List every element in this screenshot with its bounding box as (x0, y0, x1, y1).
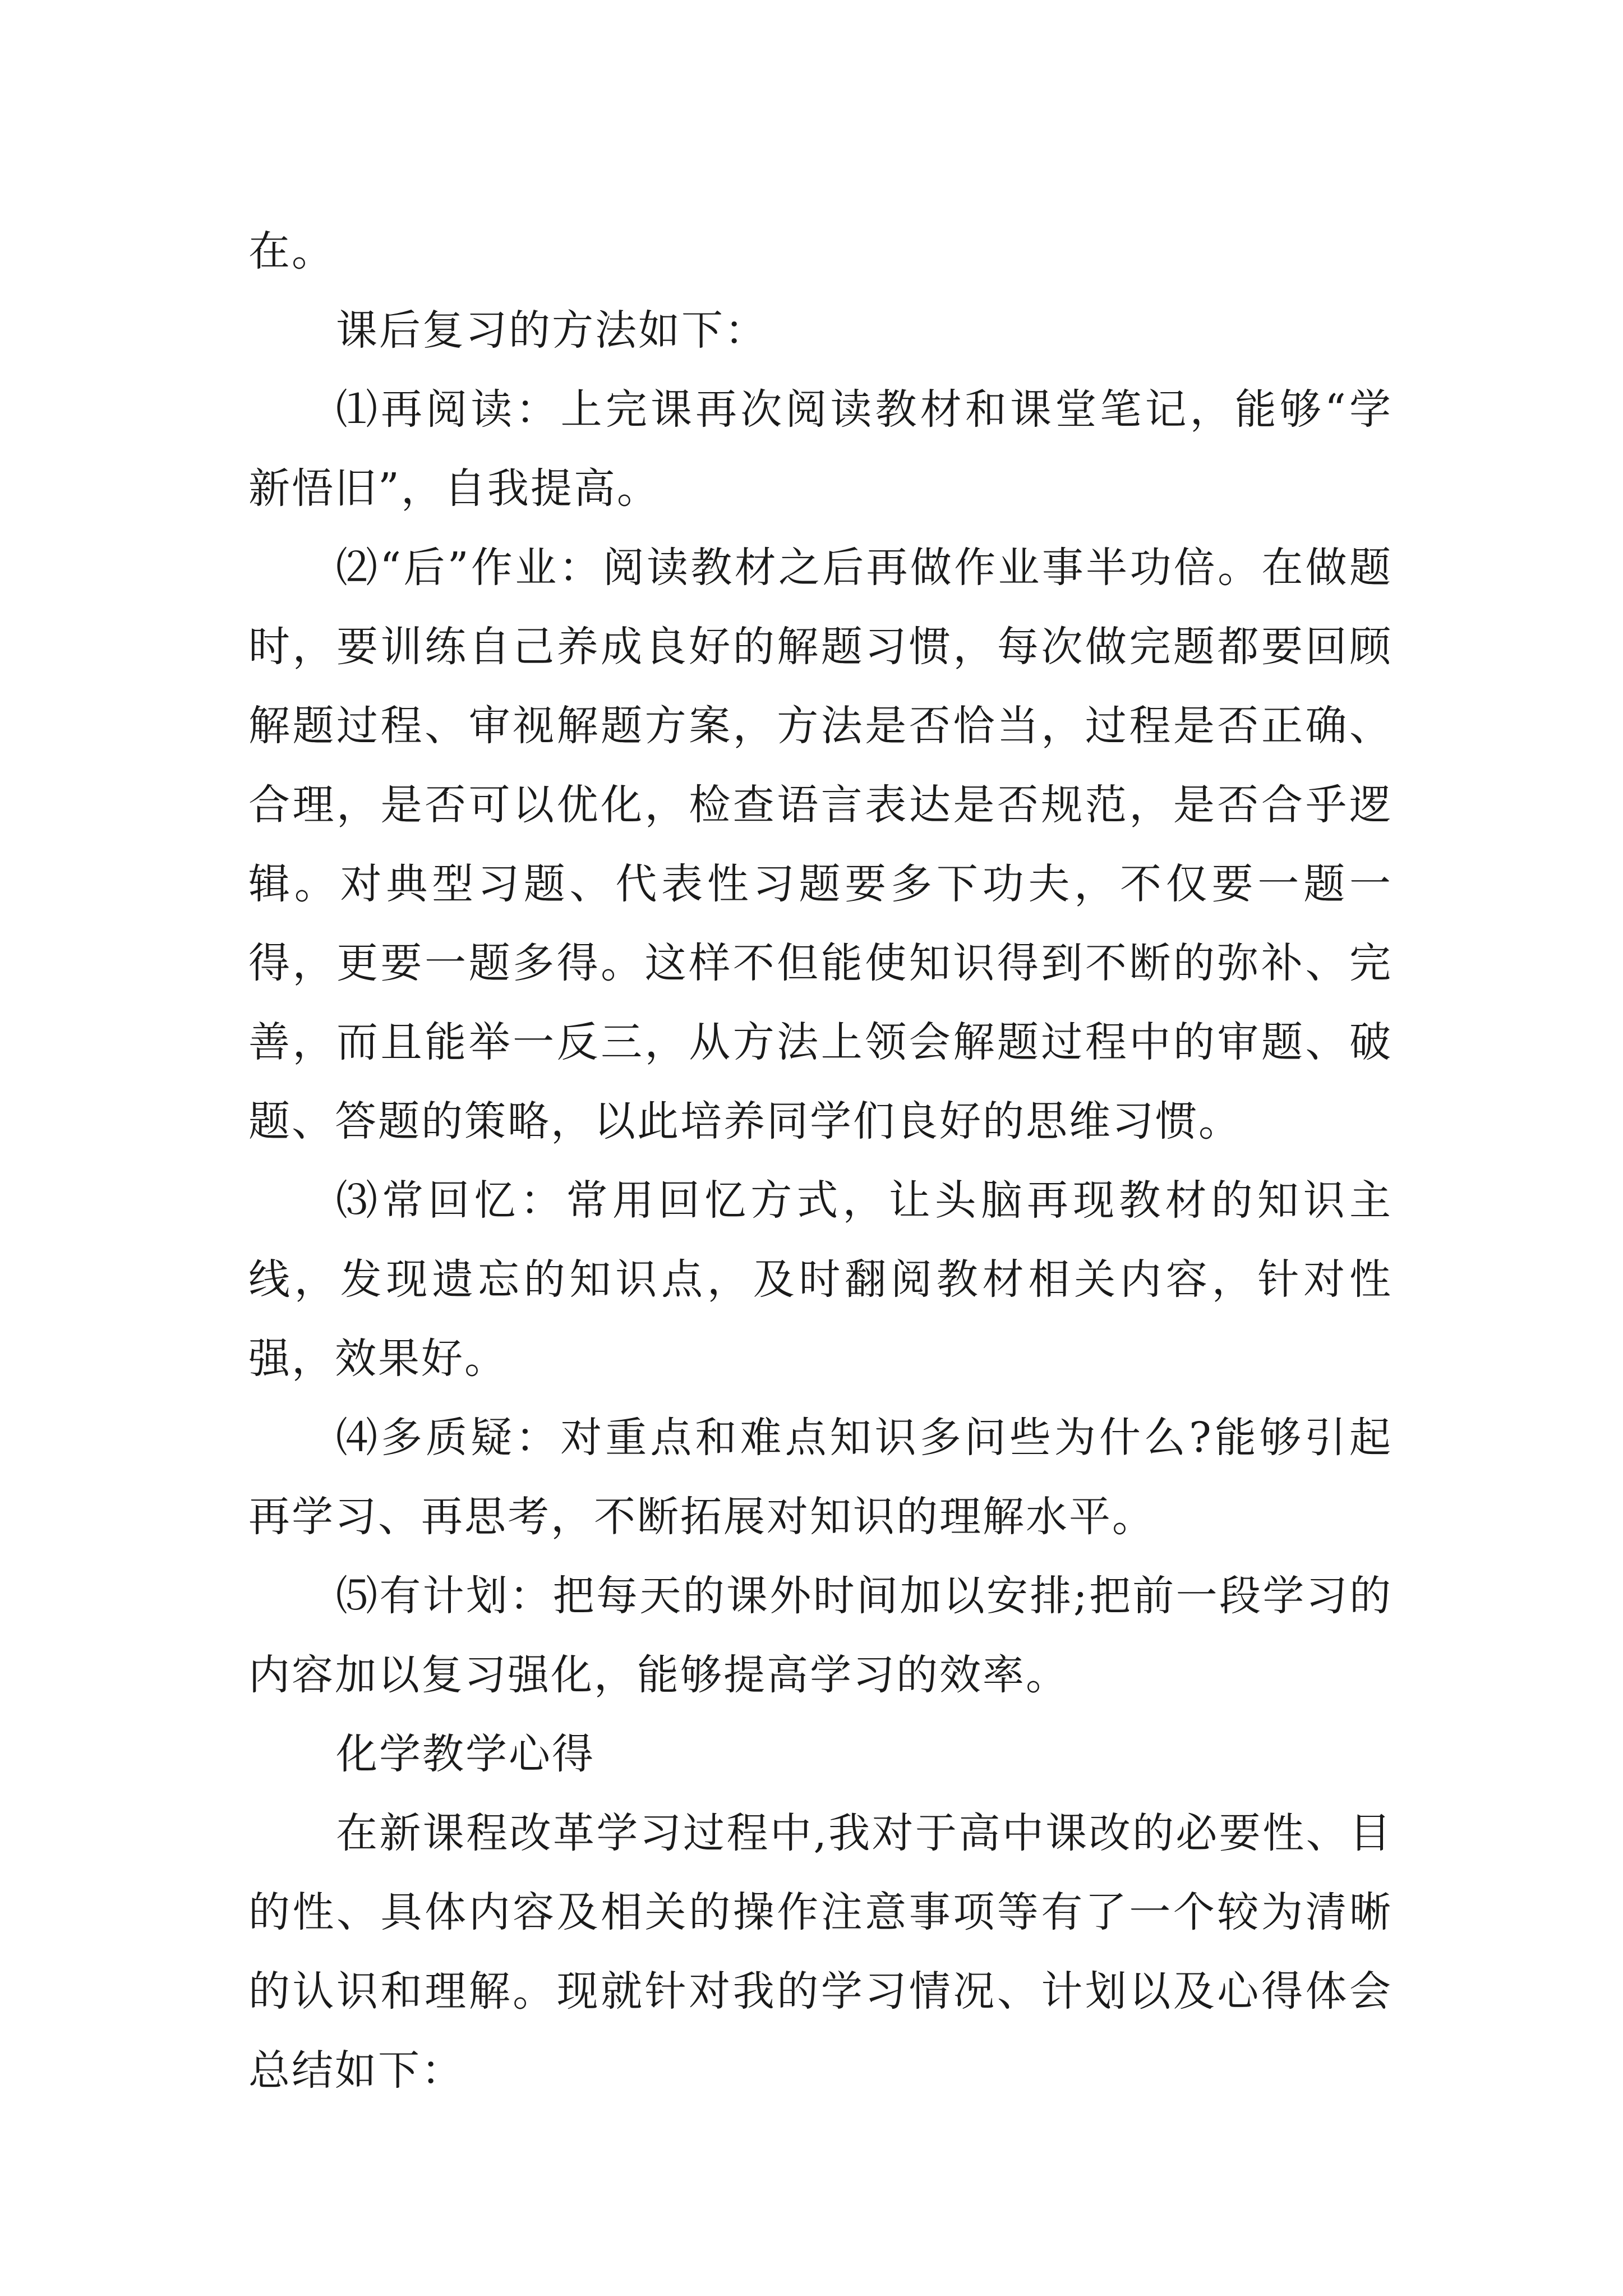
paragraph-question: ⑷多质疑：对重点和难点知识多问些为什么?能够引起再学习、再思考，不断拓展对知识的理解水平。 (248, 1414, 1393, 1541)
paragraph-reread: ⑴再阅读：上完课再次阅读教材和课堂笔记，能够“学新悟旧”，自我提高。 (248, 385, 1393, 513)
paragraph-curriculum-reform: 在新课程改革学习过程中,我对于高中课改的必要性、目的性、具体内容及相关的操作注意事项等有了一个较为清晰的认识和理解。现就针对我的学习情况、计划以及心得体会总结如下： (248, 1809, 1393, 2095)
paragraph-plan: ⑸有计划：把每天的课外时间加以安排;把前一段学习的内容加以复习强化，能够提高学习的效率。 (248, 1572, 1393, 1699)
paragraph-continuation: 在。 (248, 227, 335, 275)
paragraph-review-methods-intro: 课后复习的方法如下： (336, 306, 768, 355)
section-heading: 化学教学心得 (336, 1730, 595, 1778)
paragraph-recall: ⑶常回忆：常用回忆方式，让头脑再现教材的知识主线，发现遗忘的知识点，及时翻阅教材相关内容，针对性强，效果好。 (248, 1176, 1393, 1383)
document-body (248, 212, 1393, 2110)
paragraph-homework: ⑵“后”作业：阅读教材之后再做作业事半功倍。在做题时，要训练自己养成良好的解题习惯，每次做完题都要回顾解题过程、审视解题方案，方法是否恰当，过程是否正确、合理，是否可以优化，检查语言表达是否规范，是否合乎逻辑。对典型习题、代表性习题要多下功夫，不仅要一题一得，更要一题多得。这样不但能使知识得到不断的弥补、完善，而且能举一反三，从方法上领会解题过程中的审题、破题、答题的策略，以此培养同学们良好的思维习惯。 (248, 544, 1393, 1145)
